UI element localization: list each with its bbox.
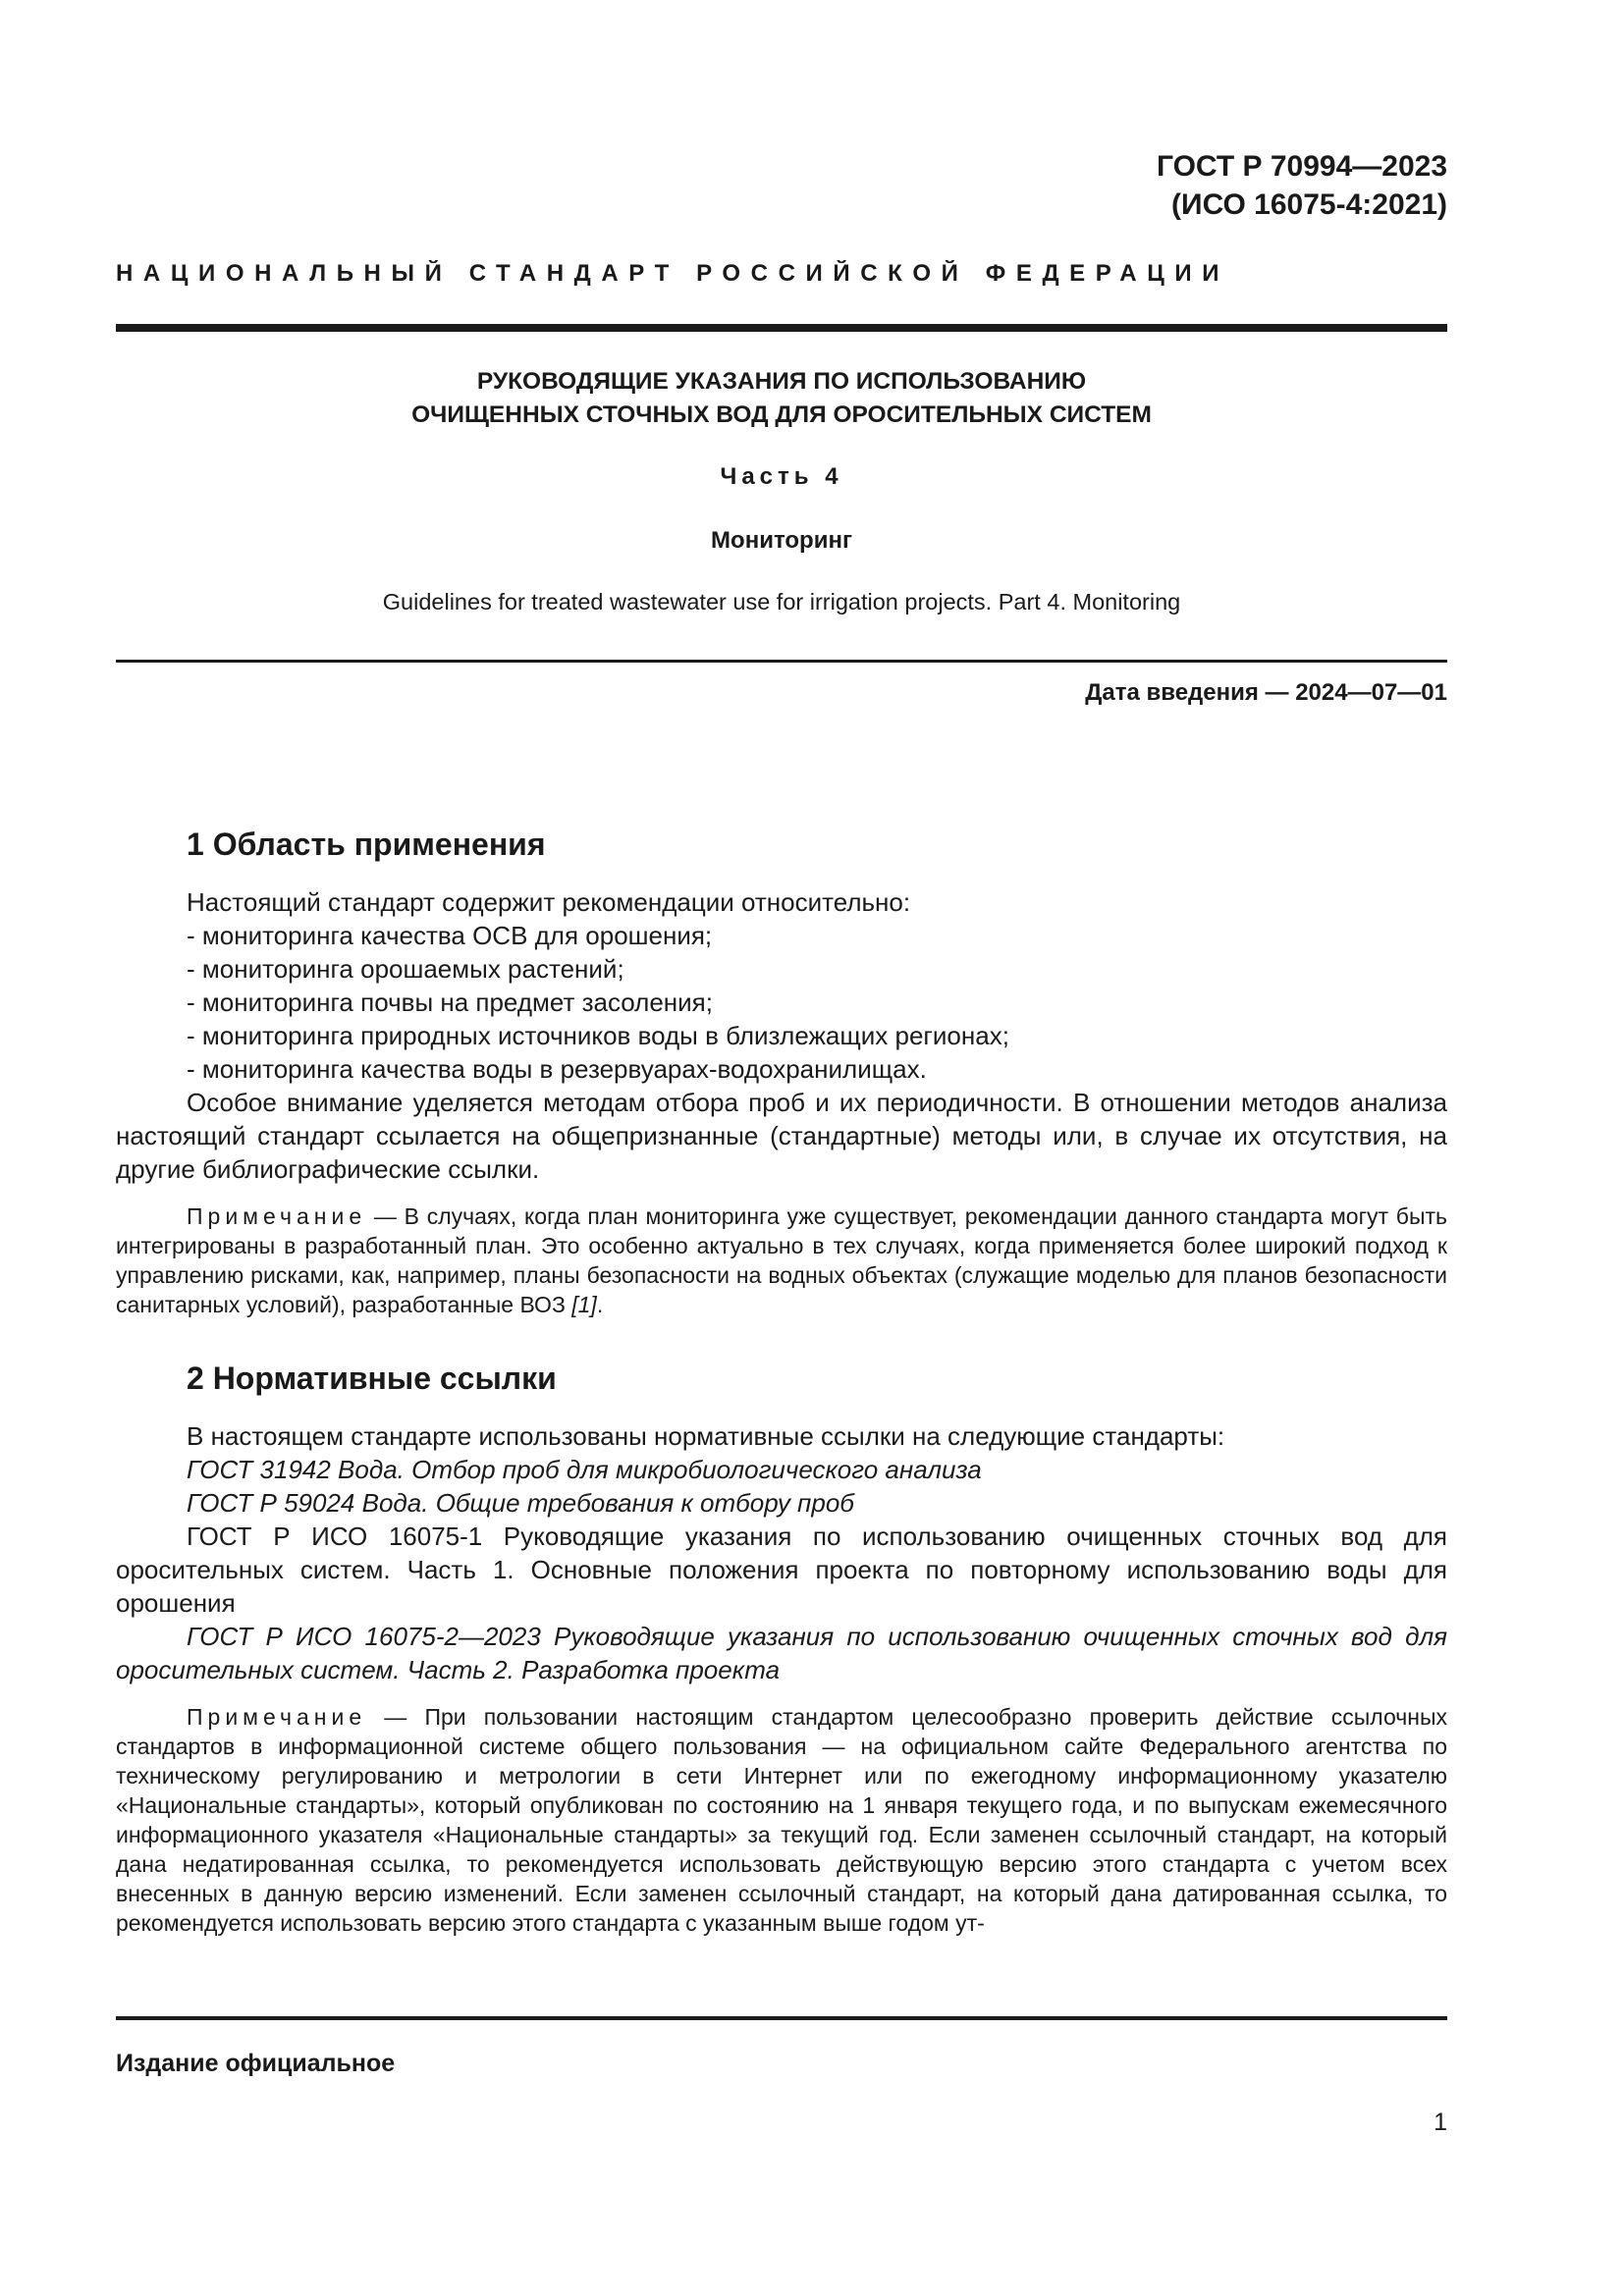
section-2-intro: В настоящем стандарте использованы нормативные ссылки на следующие стандарты: xyxy=(187,1421,1225,1451)
national-standard-title: НАЦИОНАЛЬНЫЙ СТАНДАРТ РОССИЙСКОЙ ФЕДЕРАЦИИ xyxy=(116,260,1230,287)
title-line-1: РУКОВОДЯЩИЕ УКАЗАНИЯ ПО ИСПОЛЬЗОВАНИЮ xyxy=(476,368,1087,395)
section-2-note xyxy=(116,1702,1447,1938)
normative-reference-1: ГОСТ 31942 Вода. Отбор проб для микробиологического анализа xyxy=(187,1455,982,1484)
normative-reference-4: ГОСТ Р ИСО 16075-2—2023 Руководящие указания по использованию очищенных сточных вод для оросительных систем. Часть 2. Разработка проекта xyxy=(116,1622,1447,1684)
gost-number: ГОСТ Р 70994—2023 xyxy=(1156,150,1447,183)
list-item: - мониторинга природных источников воды в близлежащих регионах; xyxy=(187,1021,1009,1050)
page-number: 1 xyxy=(1434,2109,1447,2136)
bibliography-reference-link[interactable]: [1] xyxy=(571,1292,597,1317)
document-number-block xyxy=(1157,147,1447,224)
section-1-heading: 1 Область применения xyxy=(187,827,546,862)
section-spacer xyxy=(116,1319,1447,1359)
section-1-list xyxy=(116,919,1447,1086)
note-text: — При пользовании настоящим стандартом целесообразно проверить действие ссылочных стандартов в информационной системе общего пользования — на официальном сайте Федерального агентства по техническому регулированию и метрологии в сети Интернет или по ежегодному информационному указателю «Национальные стандарты», который опубликован по состоянию на 1 января текущего года, и по выпускам ежемесячного информационного указателя «Национальные стандарты» за текущий год. Если заменен ссылочный стандарт, на который дана недатированная ссылка, то рекомендуется использовать действующую версию этого стандарта с учетом всех внесенных в данную версию изменений. Если заменен ссылочный стандарт, на который дана датированная ссылка, то рекомендуется использовать версию этого стандарта с указанным выше годом ут- xyxy=(116,1704,1447,1936)
section-1-paragraph: Особое внимание уделяется методам отбора проб и их периодичности. В отношении методов анализа настоящий стандарт ссылается на общепризнанные (стандартные) методы или, в случае их отсутствия, на другие библиографические ссылки. xyxy=(116,1088,1447,1184)
document-body xyxy=(116,825,1447,1938)
list-item: - мониторинга орошаемых растений; xyxy=(187,954,624,984)
part-subtitle: Мониторинг xyxy=(711,527,852,554)
normative-reference-3: ГОСТ Р ИСО 16075-1 Руководящие указания по использованию очищенных сточных вод для оросительных систем. Часть 1. Основные положения проекта по повторному использованию воды для орошения xyxy=(116,1522,1447,1618)
title-line-2: ОЧИЩЕННЫХ СТОЧНЫХ ВОД ДЛЯ ОРОСИТЕЛЬНЫХ СИСТЕМ xyxy=(411,401,1152,428)
note-label: Примечание xyxy=(187,1704,367,1730)
normative-reference-2: ГОСТ Р 59024 Вода. Общие требования к отбору проб xyxy=(187,1488,854,1518)
list-item: - мониторинга качества ОСВ для орошения; xyxy=(187,921,713,950)
list-item: - мониторинга качества воды в резервуарах-водохранилищах. xyxy=(187,1054,927,1084)
english-title: Guidelines for treated wastewater use for irrigation projects. Part 4. Monitoring xyxy=(382,589,1181,614)
list-item: - мониторинга почвы на предмет засоления; xyxy=(187,988,713,1017)
document-title xyxy=(116,365,1447,432)
iso-number: (ИСО 16075-4:2021) xyxy=(1171,188,1447,221)
official-edition-label: Издание официальное xyxy=(116,2050,396,2077)
note-text: — В случаях, когда план мониторинга уже существует, рекомендации данного стандарта могут быть интегрированы в разработанный план. Это особенно актуально в тех случаях, когда применяется более широкий подход к управлению рисками, как, например, планы безопасности на водных объектах (служащие моделью для планов безопасности санитарных условий), разработанные ВОЗ xyxy=(116,1203,1447,1317)
note-label: Примечание xyxy=(187,1203,367,1229)
footer-divider xyxy=(116,2016,1447,2020)
title-divider xyxy=(116,660,1447,663)
section-1-intro: Настоящий стандарт содержит рекомендации относительно: xyxy=(187,887,911,917)
header-divider xyxy=(116,324,1447,332)
note-end: . xyxy=(596,1292,604,1317)
section-1-note xyxy=(116,1201,1447,1319)
introduction-date: Дата введения — 2024—07—01 xyxy=(1085,679,1447,706)
section-2-heading: 2 Нормативные ссылки xyxy=(187,1361,557,1396)
part-label: Часть 4 xyxy=(720,463,843,490)
